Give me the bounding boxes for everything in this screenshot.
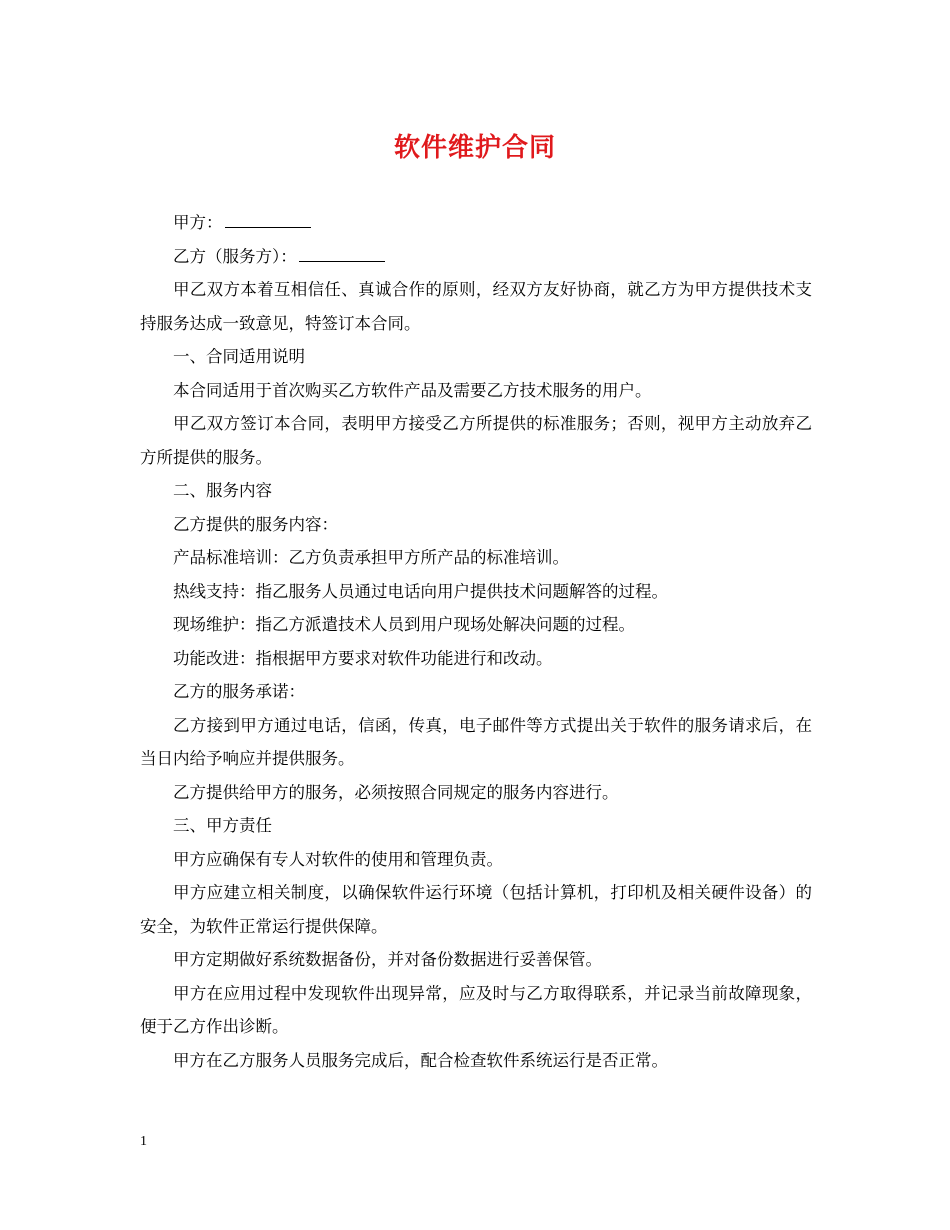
party-b-blank [299,260,385,262]
document-title: 软件维护合同 [393,133,556,163]
paragraph: 乙方提供给甲方的服务，必须按照合同规定的服务内容进行。 [173,782,619,802]
paragraph: 产品标准培训：乙方负责承担甲方所产品的标准培训。 [173,548,569,567]
paragraph: 甲方在乙方服务人员服务完成后，配合检查软件系统运行是否正常。 [173,1050,668,1070]
paragraph: 甲方在应用过程中发现软件出现异常，应及时与乙方取得联系，并记录当前故障现象，便于乙方作出诊断。 [140,983,812,1036]
party-a-line [140,206,812,240]
party-b-line [140,240,812,274]
paragraph: 乙方提供的服务内容： [173,514,338,534]
section-heading-3: 三、甲方责任 [173,816,272,835]
party-a-blank [225,226,311,228]
section-heading-1: 一、合同适用说明 [173,347,305,366]
paragraph: 甲乙双方签订本合同，表明甲方接受乙方所提供的标准服务；否则，视甲方主动放弃乙方所提供的服务。 [140,414,812,467]
party-a-label: 甲方： [173,213,223,232]
page-number: 1 [140,1134,147,1149]
paragraph: 甲方定期做好系统数据备份，并对备份数据进行妥善保管。 [173,950,602,969]
paragraph: 乙方接到甲方通过电话，信函，传真，电子邮件等方式提出关于软件的服务请求后，在当日内给予响应并提供服务。 [140,715,812,768]
intro-paragraph: 甲乙双方本着互相信任、真诚合作的原则，经双方友好协商，就乙方为甲方提供技术支持服务达成一致意见，特签订本合同。 [140,280,812,333]
paragraph: 功能改进：指根据甲方要求对软件功能进行和改动。 [173,648,553,668]
paragraph: 甲方应确保有专人对软件的使用和管理负责。 [173,849,503,869]
paragraph: 现场维护：指乙方派遣技术人员到用户现场处解决问题的过程。 [173,615,635,634]
paragraph: 热线支持：指乙服务人员通过电话向用户提供技术问题解答的过程。 [173,581,668,601]
party-b-label: 乙方（服务方）： [173,246,297,266]
document-body [140,206,812,1077]
paragraph: 甲方应建立相关制度，以确保软件运行环境（包括计算机，打印机及相关硬件设备）的安全，为软件正常运行提供保障。 [140,883,812,936]
paragraph: 本合同适用于首次购买乙方软件产品及需要乙方技术服务的用户。 [173,380,652,400]
section-heading-2: 二、服务内容 [173,481,272,500]
paragraph: 乙方的服务承诺： [173,682,305,701]
